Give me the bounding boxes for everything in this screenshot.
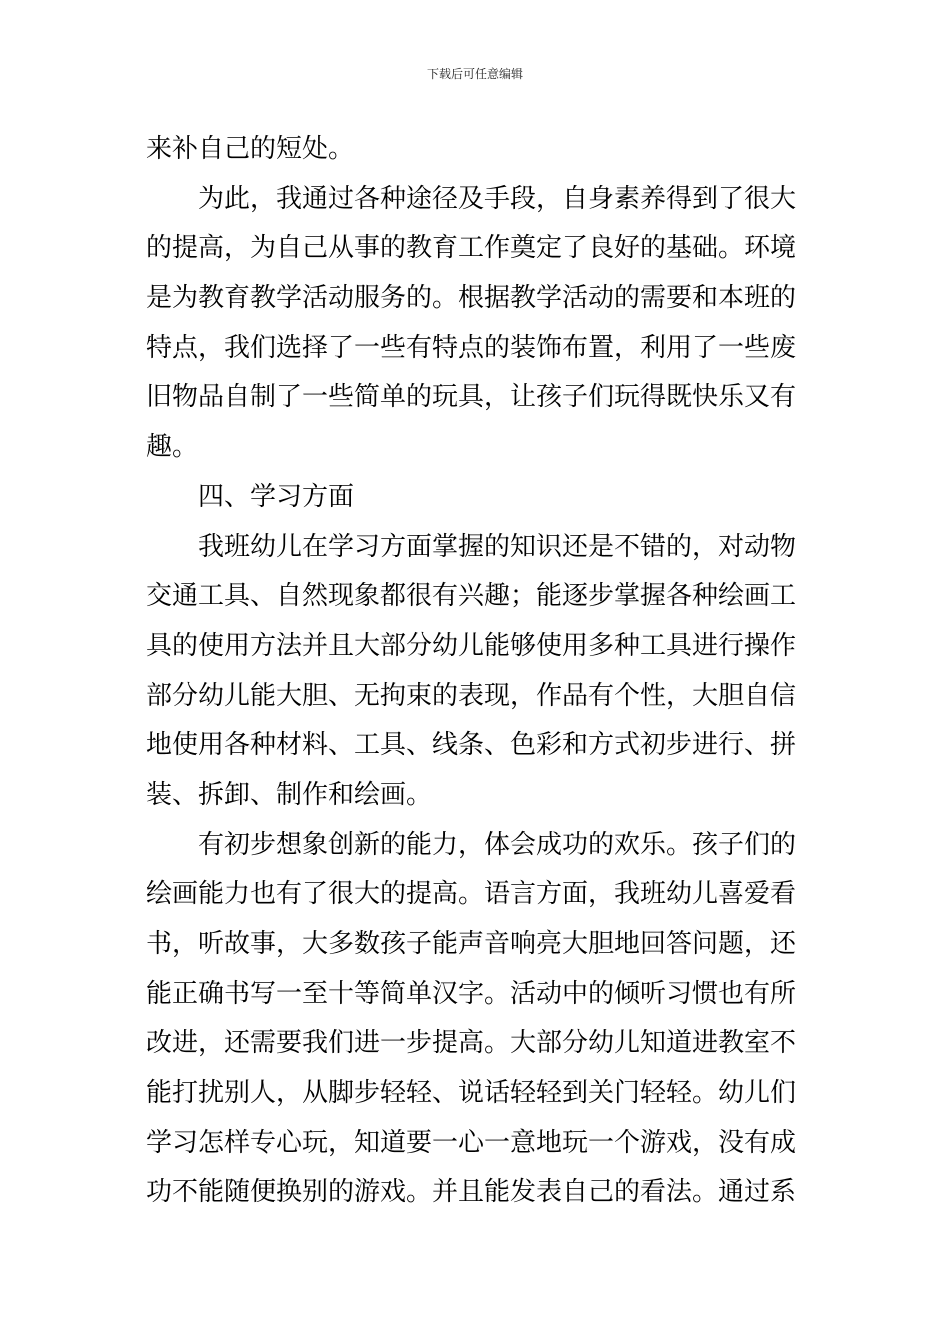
document-body: [146, 125, 810, 1218]
text-line: 部分幼儿能大胆、无拘束的表现，作品有个性，大胆自信: [146, 680, 797, 711]
text-line: 书，听故事，大多数孩子能声音响亮大胆地回答问题，还: [146, 929, 797, 959]
text-line: 学习怎样专心玩，知道要一心一意地玩一个游戏，没有成: [146, 1127, 797, 1158]
text-line: 能打扰别人，从脚步轻轻、说话轻轻到关门轻轻。幼儿们: [146, 1078, 797, 1109]
text-line: 交通工具、自然现象都很有兴趣；能逐步掌握各种绘画工: [146, 581, 797, 612]
text-line: 能正确书写一至十等简单汉字。活动中的倾听习惯也有所: [146, 978, 797, 1009]
text-line: 改进，还需要我们进一步提高。大部分幼儿知道进教室不: [146, 1028, 797, 1059]
text-line: 功不能随便换别的游戏。并且能发表自己的看法。通过系: [146, 1177, 797, 1208]
text-line: 地使用各种材料、工具、线条、色彩和方式初步进行、拼: [146, 730, 797, 761]
text-line: 绘画能力也有了很大的提高。语言方面，我班幼儿喜爱看: [146, 879, 797, 910]
text-line: 有初步想象创新的能力，体会成功的欢乐。孩子们的: [198, 829, 797, 860]
text-line: 的提高，为自己从事的教育工作奠定了良好的基础。环境: [146, 233, 797, 264]
text-line: 旧物品自制了一些简单的玩具，让孩子们玩得既快乐又有: [146, 382, 797, 413]
text-line: 特点，我们选择了一些有特点的装饰布置，利用了一些废: [146, 332, 797, 363]
text-line: 是为教育教学活动服务的。根据教学活动的需要和本班的: [146, 283, 797, 314]
text-line: 我班幼儿在学习方面掌握的知识还是不错的，对动物: [198, 531, 797, 562]
text-line: 装、拆卸、制作和绘画。: [146, 779, 433, 810]
text-line: 趣。: [146, 432, 199, 463]
page-header: 下载后可任意编辑: [426, 67, 523, 81]
text-line: 来补自己的短处。: [146, 134, 355, 164]
text-line: 为此，我通过各种途径及手段，自身素养得到了很大: [198, 183, 797, 214]
text-line: 四、学习方面: [198, 481, 355, 512]
text-line: 具的使用方法并且大部分幼儿能够使用多种工具进行操作: [146, 630, 797, 661]
